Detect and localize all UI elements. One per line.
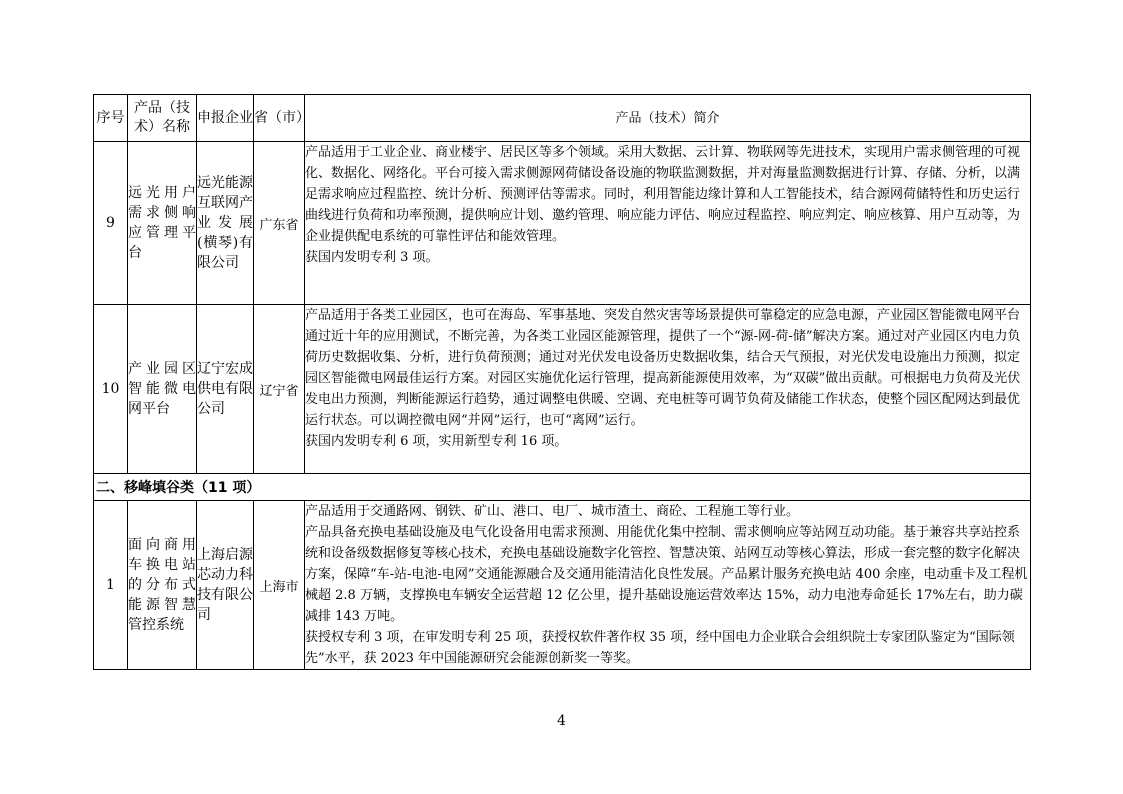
row-seq: 9 [94, 142, 128, 305]
intro-paragraph: 获国内发明专利 3 项。 [305, 250, 439, 265]
header-seq: 序号 [94, 95, 128, 142]
company-text: 远光能源互联网产业发展(横琴)有限公司 [197, 175, 253, 271]
intro-paragraph: 产品适用于各类工业园区，也可在海岛、军事基地、突发自然灾害等场景提供可靠稳定的应急电源，产业园区智能微电网平台通过近十年的应用测试，不断完善，为各类工业园区能源管理，提供了一个“源-网-荷-储”解决方案。通过对产业园区内电力负荷历史数据收集、分析，进行负荷预测；通过对光伏发电设备历史数据收集，结合天气预报，对光伏发电设施出力预测，拟定园区智能微电网最佳运行方案。对园区实施优化运行管理，提高新能源使用效率，为“双碳”做出贡献。可根据电力负荷及光伏发电出力预测，判断能源运行趋势，通过调整电供暖、空调、充电桩等可调节负荷及储能工作状态，使整个园区配网达到最优运行状态。可以调控微电网“并网”运行，也可“离网”运行。 [305, 308, 1021, 428]
table-row [94, 142, 1031, 305]
header-product-name: 产品（技术）名称 [128, 95, 197, 142]
table-row [94, 305, 1031, 474]
row-intro [305, 501, 1031, 670]
row-seq: 10 [94, 305, 128, 474]
row-company [197, 142, 254, 305]
page-number: 4 [557, 713, 566, 729]
row-company [197, 501, 254, 670]
header-province: 省（市） [254, 95, 305, 142]
company-text: 辽宁宏成供电有限公司 [197, 361, 253, 417]
section-row [94, 474, 1031, 501]
intro-paragraph: 获国内发明专利 6 项，实用新型专利 16 项。 [305, 434, 568, 449]
row-province: 辽宁省 [254, 305, 305, 474]
row-product-name [128, 142, 197, 305]
row-product-name [128, 501, 197, 670]
row-province: 上海市 [254, 501, 305, 670]
company-text: 上海启源芯动力科技有限公司 [197, 547, 253, 623]
product-name-text: 产业园区智能微电网平台 [128, 361, 196, 417]
table-row [94, 501, 1031, 670]
row-seq: 1 [94, 501, 128, 670]
row-company [197, 305, 254, 474]
row-product-name [128, 305, 197, 474]
product-table [93, 94, 1031, 670]
header-intro: 产品（技术）简介 [305, 95, 1031, 142]
product-name-text: 面向商用车换电站的分布式能源智慧管控系统 [128, 537, 196, 633]
section-title: 二、移峰填谷类（11 项） [94, 474, 1031, 501]
intro-paragraph: 产品适用于工业企业、商业楼宇、居民区等多个领域。采用大数据、云计算、物联网等先进技术，实现用户需求侧管理的可视化、数据化、网络化。平台可接入需求侧源网荷储设备设施的物联监测数据，并对海量监测数据进行计算、存储、分析，以满足需求响应过程监控、统计分析、预测评估等需求。同时，利用智能边缘计算和人工智能技术，结合源网荷储特性和历史运行曲线进行负荷和功率预测，提供响应计划、邀约管理、响应能力评估、响应过程监控、响应判定、响应核算、用户互动等，为企业提供配电系统的可靠性评估和能效管理。 [305, 145, 1021, 244]
row-intro [305, 305, 1031, 474]
intro-paragraph: 产品具备充换电基础设施及电气化设备用电需求预测、用能优化集中控制、需求侧响应等站网互动功能。基于兼容共享站控系统和设备级数据修复等核心技术，充换电基础设施数字化管控、智慧决策、站网互动等核心算法，形成一套完整的数字化解决方案，保障“车-站-电池-电网”交通能源融合及交通用能清洁化良性发展。产品累计服务充换电站 400 余座，电动重卡及工程机械超 2.8 万辆，支撑换电车辆安全运营超 12 亿公里，提升基础设施运营效率达 15%，动力电池寿命延长 17%左右，助力碳减排 143 万吨。 [305, 525, 1028, 624]
product-name-text: 远光用户需求侧响应管理平台 [128, 185, 196, 261]
intro-paragraph: 产品适用于交通路网、钢铁、矿山、港口、电厂、城市渣土、商砼、工程施工等行业。 [305, 504, 800, 519]
row-intro [305, 142, 1031, 305]
table-header-row [94, 95, 1031, 142]
header-company: 申报企业 [197, 95, 254, 142]
intro-paragraph: 获授权专利 3 项，在审发明专利 25 项，获授权软件著作权 35 项，经中国电力企业联合会组织院士专家团队鉴定为“国际领先”水平，获 2023 年中国能源研究会能源创新奖一等奖。 [305, 630, 1015, 666]
row-province: 广东省 [254, 142, 305, 305]
